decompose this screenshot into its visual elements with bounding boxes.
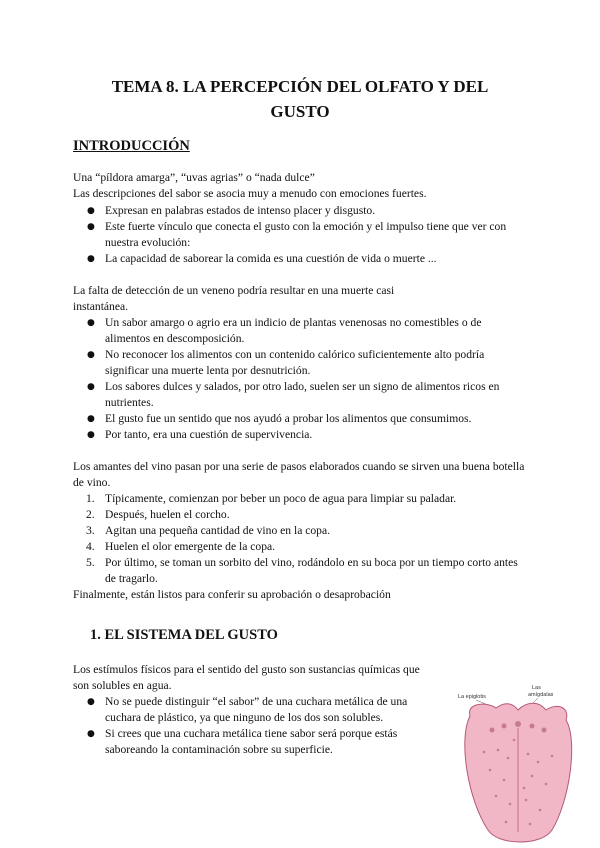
wine-closing-line: Finalmente, están listos para conferir su aprobación o desaprobación [73, 588, 391, 601]
list-item [86, 539, 526, 555]
section-1-line-2: son solubles en agua. [73, 679, 172, 692]
section-1-heading: 1. EL SISTEMA DEL GUSTO [90, 627, 278, 643]
list-item: ● Si crees que una cuchara metálica tiene sabor será porque estás saboreando la contaminación sobre su superficie. [86, 726, 416, 758]
list-item: ● Expresan en palabras estados de intenso placer y disgusto. [86, 203, 536, 219]
document-title [60, 74, 540, 124]
list-item: ● Este fuerte vínculo que conecta el gusto con la emoción y el impulso tiene que ver con nuestra evolución: [86, 219, 536, 251]
poison-line-1: La falta de detección de un veneno podría resultar en una muerte casi [73, 284, 395, 297]
section-1-line-1: Los estímulos físicos para el sentido del gusto son sustancias químicas que [73, 663, 420, 676]
tongue-illustration [448, 680, 588, 848]
list-item: ● La capacidad de saborear la comida es una cuestión de vida o muerte ... [86, 251, 536, 267]
wine-steps-list [86, 491, 526, 587]
title-line-2: GUSTO [270, 102, 330, 121]
step-text: Por último, se toman un sorbito del vino, rodándolo en su boca por un tiempo corto antes de tragarlo. [105, 556, 518, 585]
step-number: 5. [86, 556, 95, 569]
step-number: 4. [86, 540, 95, 553]
section-1-bullet-list [86, 694, 416, 758]
step-text: Después, huelen el corcho. [105, 508, 230, 521]
step-text: Agitan una pequeña cantidad de vino en la copa. [105, 524, 331, 537]
step-number: 2. [86, 508, 95, 521]
list-item [86, 523, 526, 539]
list-item [86, 491, 526, 507]
title-line-1: TEMA 8. LA PERCEPCIÓN DEL OLFATO Y DEL [111, 77, 489, 96]
list-item: ● Los sabores dulces y salados, por otro lado, suelen ser un signo de alimentos ricos en nutrientes. [86, 379, 526, 411]
intro-bullet-list [86, 203, 536, 267]
label-epiglotis: La epiglotis [458, 694, 486, 700]
list-item: ● Por tanto, era una cuestión de supervivencia. [86, 427, 526, 443]
step-text: Típicamente, comienzan por beber un poco de agua para limpiar su paladar. [105, 492, 457, 505]
intro-quote-line: Una “píldora amarga”, “uvas agrias” o “nada dulce” [73, 171, 315, 184]
poison-line-2: instantánea. [73, 300, 129, 313]
list-item: ● No reconocer los alimentos con un contenido calórico suficientemente alto podría significar una muerte lenta por desnutrición. [86, 347, 526, 379]
wine-intro-paragraph: Los amantes del vino pasan por una serie de pasos elaborados cuando se sirven una buena botella de vino. [73, 460, 525, 489]
intro-description-line: Las descripciones del sabor se asocia muy a menudo con emociones fuertes. [73, 187, 427, 200]
label-amigdalas-1: Las [532, 685, 541, 691]
list-item [86, 507, 526, 523]
intro-heading: INTRODUCCIÓN [73, 138, 190, 154]
list-item [86, 555, 526, 587]
step-number: 1. [86, 492, 95, 505]
list-item: ● Un sabor amargo o agrio era un indicio de plantas venenosas no comestibles o de alimentos en descomposición. [86, 315, 526, 347]
step-number: 3. [86, 524, 95, 537]
label-amigdalas-2: amígdalas [528, 692, 554, 698]
list-item: ● No se puede distinguir “el sabor” de una cuchara metálica de una cuchara de plástico, ya que ninguno de los dos son solubles. [86, 694, 416, 726]
step-text: Huelen el olor emergente de la copa. [105, 540, 276, 553]
poison-bullet-list [86, 315, 526, 443]
list-item: ● El gusto fue un sentido que nos ayudó a probar los alimentos que consumimos. [86, 411, 526, 427]
